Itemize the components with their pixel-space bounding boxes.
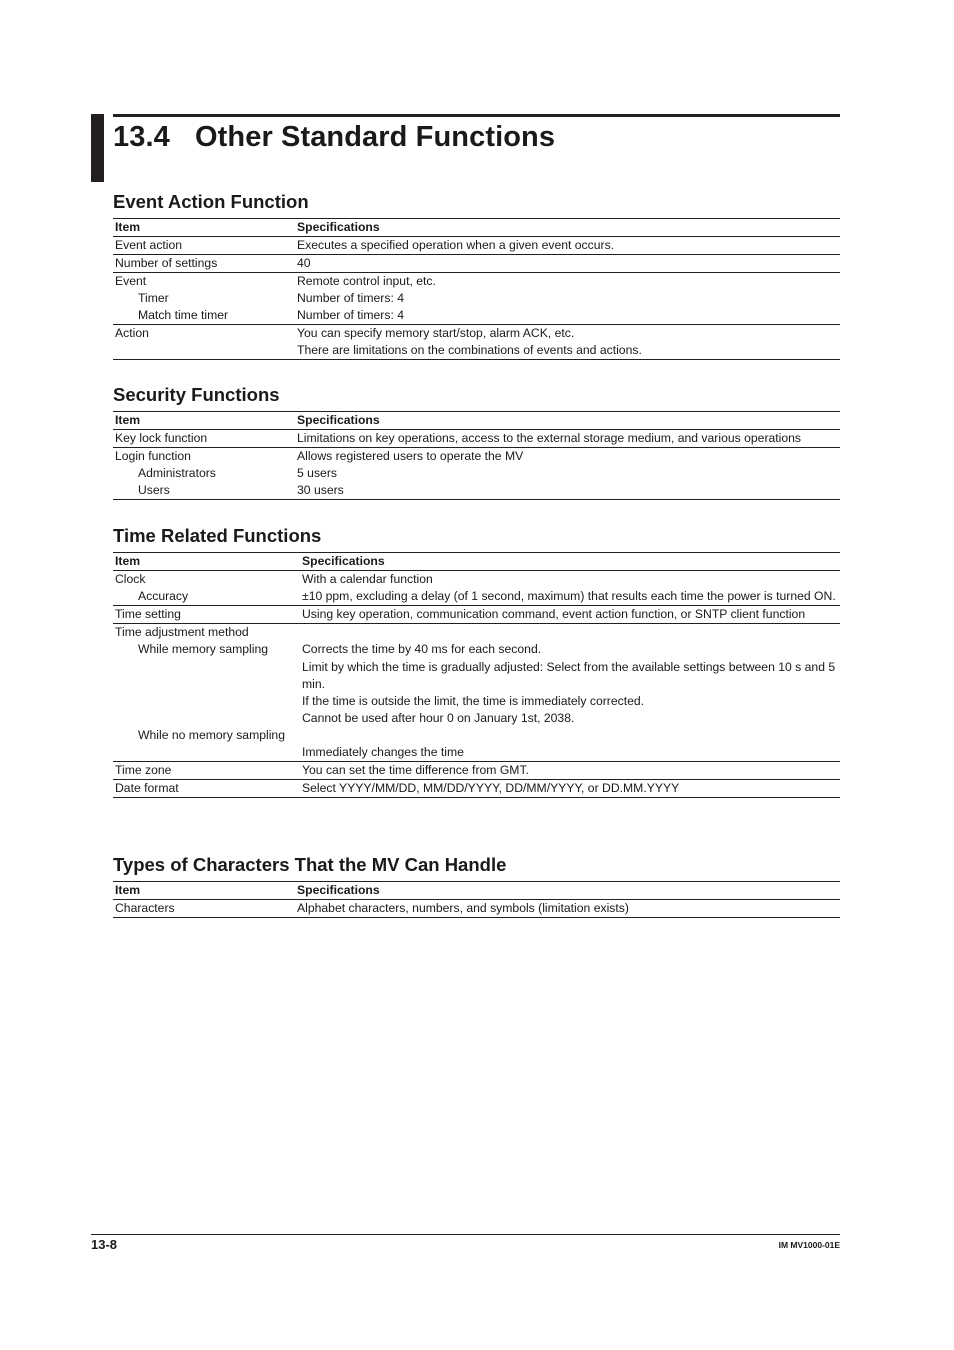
section-characters (113, 854, 840, 918)
table-row (113, 448, 840, 466)
row-item: Match time timer (138, 308, 229, 322)
table-row (113, 641, 840, 658)
row-spec: Corrects the time by 40 ms for each second. (302, 642, 542, 656)
spec-table-security (113, 411, 840, 500)
table-row (113, 900, 840, 918)
header-item: Item (113, 412, 295, 430)
row-item: Time adjustment method (113, 624, 300, 642)
row-item: Administrators (138, 466, 216, 480)
row-item: Users (113, 482, 295, 500)
row-item: Action (113, 325, 295, 343)
table-row (113, 710, 840, 727)
row-item: Characters (113, 900, 295, 918)
row-spec: Using key operation, communication command, event action function, or SNTP client function (300, 606, 840, 624)
row-spec: Allows registered users to operate the MV (295, 448, 840, 466)
row-item: Time zone (113, 762, 300, 780)
chapter-number: 13.4 (113, 121, 170, 153)
row-item (113, 710, 300, 727)
row-spec: Limitations on key operations, access to the external storage medium, and various operations (295, 430, 840, 448)
table-row (113, 482, 840, 500)
row-spec: Select YYYY/MM/DD, MM/DD/YYYY, DD/MM/YYYY, or DD.MM.YYYY (300, 780, 840, 798)
section-heading: Security Functions (113, 384, 280, 405)
row-spec: There are limitations on the combinations of events and actions. (295, 342, 840, 360)
table-row (113, 727, 840, 744)
table-row (113, 658, 840, 693)
row-item (113, 744, 300, 762)
table-row (113, 571, 840, 589)
row-spec: ±10 ppm, excluding a delay (of 1 second, maximum) that results each time the power is turned ON. (302, 589, 836, 603)
row-spec: Number of timers: 4 (297, 291, 405, 305)
row-item: Login function (113, 448, 295, 466)
header-spec: Specifications (300, 553, 840, 571)
row-spec: You can specify memory start/stop, alarm ACK, etc. (295, 325, 840, 343)
table-row (113, 255, 840, 273)
row-item: Number of settings (113, 255, 295, 273)
header-spec: Specifications (295, 412, 840, 430)
row-item: Key lock function (113, 430, 295, 448)
chapter-title-text: Other Standard Functions (195, 121, 556, 153)
spec-table-characters (113, 881, 840, 918)
row-item: Timer (138, 291, 169, 305)
row-spec: Remote control input, etc. (295, 273, 840, 291)
chapter-top-rule (113, 114, 840, 117)
table-row (113, 465, 840, 482)
table-row (113, 780, 840, 798)
manual-id: IM MV1000-01E (778, 1240, 840, 1250)
row-spec: Executes a specified operation when a given event occurs. (295, 237, 840, 255)
table-row (113, 237, 840, 255)
row-item: Accuracy (138, 589, 189, 603)
table-header-row (113, 219, 840, 237)
row-item (113, 693, 300, 710)
row-spec (300, 727, 840, 744)
table-row (113, 606, 840, 624)
row-item: Time setting (113, 606, 300, 624)
table-row (113, 762, 840, 780)
header-spec: Specifications (295, 882, 840, 900)
section-event-action (113, 191, 840, 360)
row-spec: You can set the time difference from GMT. (300, 762, 840, 780)
row-spec: Alphabet characters, numbers, and symbols (limitation exists) (295, 900, 840, 918)
table-row (113, 273, 840, 291)
table-row (113, 430, 840, 448)
table-row (113, 588, 840, 606)
spec-table-event-action (113, 218, 840, 360)
row-item: While memory sampling (138, 642, 269, 656)
header-item: Item (113, 882, 295, 900)
row-spec: 5 users (297, 466, 337, 480)
row-spec: With a calendar function (300, 571, 840, 589)
row-item: While no memory sampling (138, 728, 285, 742)
section-time (113, 525, 840, 798)
row-item (113, 658, 300, 693)
section-heading: Types of Characters That the MV Can Handle (113, 854, 507, 875)
section-heading: Time Related Functions (113, 525, 322, 546)
row-spec: 40 (295, 255, 840, 273)
spec-table-time (113, 552, 840, 798)
chapter-marker-bar (91, 114, 104, 182)
chapter-title (113, 121, 555, 154)
row-spec: Number of timers: 4 (297, 308, 405, 322)
table-header-row (113, 882, 840, 900)
page-number: 13-8 (91, 1237, 118, 1252)
row-item: Clock (113, 571, 300, 589)
section-heading: Event Action Function (113, 191, 309, 212)
row-spec: Limit by which the time is gradually adjusted: Select from the available settings between 10 s and 5 min. (302, 660, 836, 691)
table-row (113, 693, 840, 710)
footer-rule (91, 1234, 840, 1235)
table-row (113, 307, 840, 325)
row-item: Event (113, 273, 295, 291)
row-spec: If the time is outside the limit, the time is immediately corrected. (302, 694, 645, 708)
table-header-row (113, 412, 840, 430)
row-item: Event action (113, 237, 295, 255)
row-item (113, 342, 295, 360)
table-row (113, 325, 840, 343)
row-spec: 30 users (295, 482, 840, 500)
table-row (113, 342, 840, 360)
section-security (113, 384, 840, 500)
header-item: Item (113, 553, 300, 571)
row-spec: Immediately changes the time (302, 745, 464, 759)
table-row (113, 744, 840, 762)
row-spec: Cannot be used after hour 0 on January 1st, 2038. (302, 711, 575, 725)
table-row (113, 624, 840, 642)
table-header-row (113, 553, 840, 571)
row-item: Date format (113, 780, 300, 798)
header-item: Item (113, 219, 295, 237)
header-spec: Specifications (295, 219, 840, 237)
row-spec (300, 624, 840, 642)
table-row (113, 290, 840, 307)
